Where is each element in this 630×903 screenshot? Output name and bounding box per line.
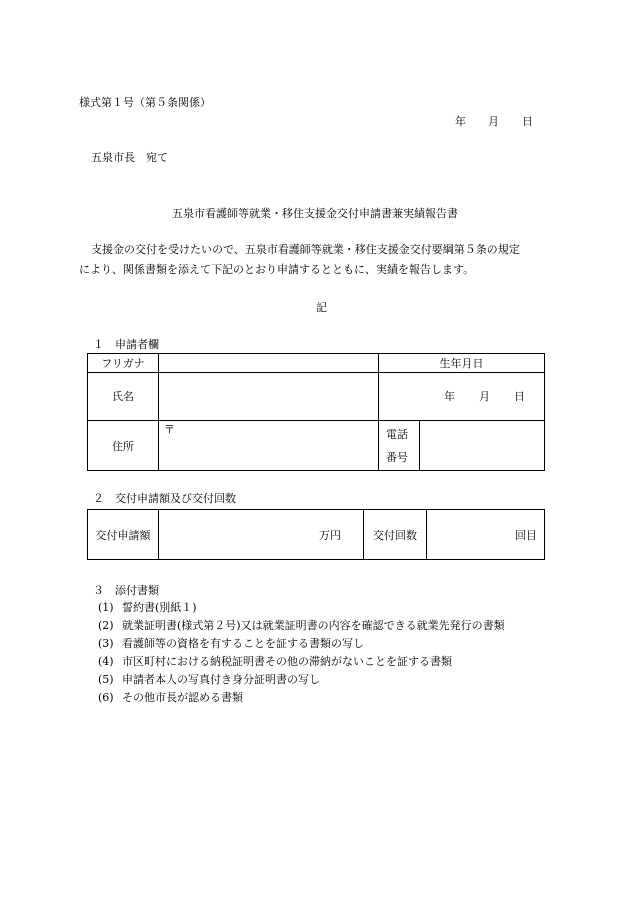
item-number: (4)	[98, 655, 114, 668]
item-text: 誓約書(別紙１)	[122, 601, 197, 614]
attachment-item	[98, 655, 452, 669]
item-number: (3)	[98, 637, 114, 650]
attachment-item	[98, 637, 364, 651]
amount-label: 交付申請額	[95, 529, 151, 542]
applicant-table	[87, 353, 545, 471]
date-year: 年	[455, 115, 466, 128]
item-text: 市区町村における納税証明書その他の滞納がないことを証する書類	[122, 655, 452, 668]
furigana-field[interactable]	[159, 356, 378, 370]
phone-label-2: 番号	[386, 451, 408, 464]
item-text: 就業証明書(様式第２号)又は就業証明書の内容を確認できる就業先発行の書類	[122, 619, 505, 632]
name-field[interactable]	[159, 374, 378, 419]
count-label: 交付回数	[373, 529, 417, 542]
count-unit: 回目	[515, 529, 537, 542]
birth-year: 年	[444, 390, 455, 403]
phone-label-1: 電話	[386, 428, 408, 441]
body-line-1: 支援金の交付を受けたいので、五泉市看護師等就業・移住支援金交付要綱第５条の規定	[91, 243, 520, 256]
ki-marker: 記	[316, 301, 327, 314]
amount-unit: 万円	[319, 529, 341, 542]
name-label: 氏名	[112, 390, 134, 403]
item-text: その他市長が認める書類	[122, 691, 243, 704]
body-line-2: により、関係書類を添えて下記のとおり申請するとともに、実績を報告します。	[79, 263, 475, 276]
date-day: 日	[522, 115, 533, 128]
phone-field[interactable]	[420, 421, 544, 469]
birth-month: 月	[479, 390, 490, 403]
addressee: 五泉市長 宛て	[91, 151, 168, 164]
amount-table	[87, 509, 545, 560]
document-title: 五泉市看護師等就業・移住支援金交付申請書兼実績報告書	[172, 207, 458, 220]
date-month: 月	[488, 115, 499, 128]
attachment-item	[98, 601, 197, 615]
section1-heading: １ 申請者欄	[93, 338, 159, 351]
attachment-item	[98, 673, 320, 687]
attachment-item	[98, 619, 505, 633]
item-text: 看護師等の資格を有することを証する書類の写し	[122, 637, 364, 650]
birth-day: 日	[514, 390, 525, 403]
attachment-item	[98, 691, 243, 705]
address-label: 住所	[112, 440, 134, 453]
postal-mark: 〒	[164, 423, 175, 436]
item-number: (2)	[98, 619, 114, 632]
item-number: (5)	[98, 673, 114, 686]
section2-heading: ２ 交付申請額及び交付回数	[93, 492, 236, 505]
form-number: 様式第１号（第５条関係）	[79, 96, 211, 109]
birthdate-label: 生年月日	[439, 357, 484, 370]
item-number: (6)	[98, 691, 114, 704]
section3-heading: ３ 添付書類	[93, 584, 159, 597]
item-text: 申請者本人の写真付き身分証明書の写し	[122, 673, 320, 686]
item-number: (1)	[98, 601, 114, 614]
furigana-label: フリガナ	[101, 357, 145, 370]
